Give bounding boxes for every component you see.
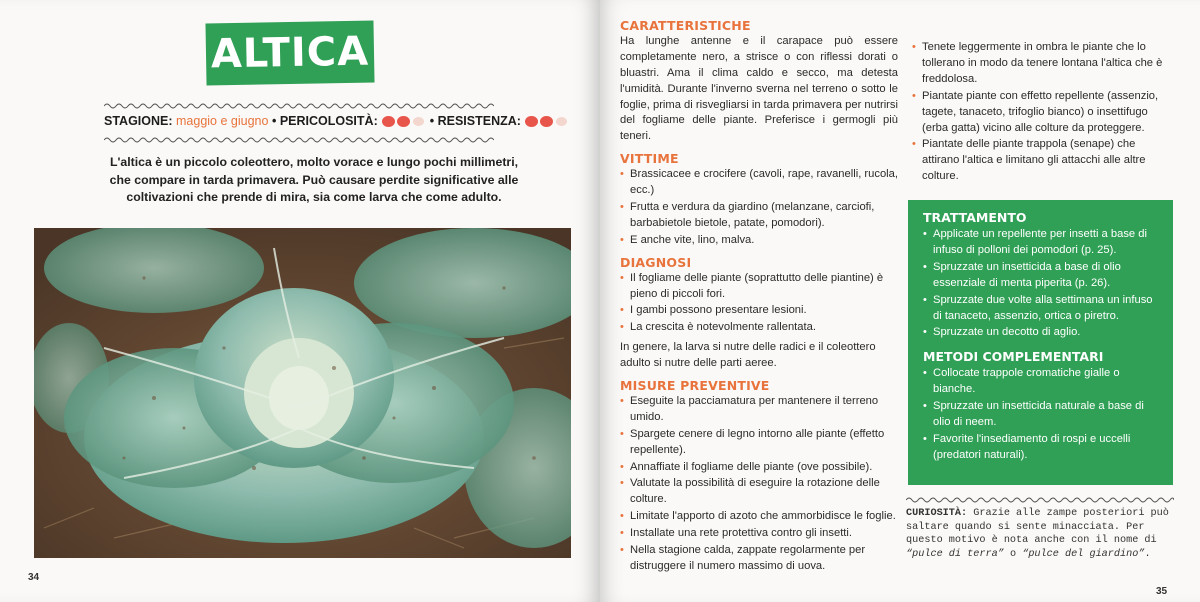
- page-title: ALTICA: [210, 28, 370, 78]
- curiosity-text: Grazie alle zampe posteriori può saltare quando si sente minacciata. Per questo motivo è nota anche con il nome di: [906, 508, 1169, 546]
- intro-paragraph: L'altica è un piccolo coleottero, molto vorace e lungo pochi millimetri, che compare in tarda primavera. Può causare perdite significative alle coltivazioni che prende di mira, sia come larva che come adulto.: [109, 155, 519, 204]
- list-item: • Eseguite la pacciamatura per mantenere il terreno umido.: [620, 394, 898, 426]
- diagnosis-note: In genere, la larva si nutre delle radici e il coleottero adulto si nutre delle parti aeree.: [620, 341, 876, 370]
- curiosity-name-1: “pulce di terra”: [906, 548, 1004, 560]
- treatment-box: [908, 200, 1173, 485]
- list-item: • Spruzzate un insetticida a base di olio essenziale di menta piperita (p. 26).: [923, 260, 1159, 292]
- prevention-list: [620, 394, 898, 575]
- bug-icon-filled: [541, 117, 552, 126]
- season-label: STAGIONE:: [104, 114, 173, 128]
- victims-list: [620, 167, 898, 249]
- bug-icon-filled: [526, 117, 537, 126]
- list-item: • I gambi possono presentare lesioni.: [620, 303, 898, 319]
- list-item: • Limitate l'apporto di azoto che ammorbidisce le foglie.: [620, 509, 898, 525]
- curiosity-name-2: “pulce del giardino”: [1022, 548, 1145, 560]
- characteristics-heading: CARATTERISTICHE: [620, 18, 751, 33]
- list-item: • Brassicacee e crocifere (cavoli, rape, ravanelli, rucola, ecc.): [620, 167, 898, 199]
- bug-icon-empty: [556, 117, 567, 126]
- bug-icon-filled: [383, 117, 394, 126]
- curiosity-joiner: o: [1009, 548, 1017, 560]
- wavy-divider-top: [104, 102, 494, 110]
- list-item: • E anche vite, lino, malva.: [620, 233, 898, 249]
- curiosity-end: .: [1144, 548, 1151, 560]
- cabbage-photo: [34, 228, 571, 558]
- list-item: • Installate una rete protettiva contro gli insetti.: [620, 526, 898, 542]
- right-column-main: [620, 18, 898, 576]
- wavy-divider-bottom: [104, 136, 494, 144]
- diagnosis-list: [620, 271, 898, 337]
- resistance-label: RESISTENZA:: [437, 114, 521, 128]
- victims-heading: VITTIME: [620, 151, 679, 167]
- list-item: • Favorite l'insediamento di rospi e uccelli (predatori naturali).: [923, 432, 1159, 464]
- title-banner: [205, 21, 374, 86]
- list-item: • Frutta e verdura da giardino (melanzane, carciofi, barbabietole bietole, patate, pomodori).: [620, 200, 898, 232]
- treatment-list: [923, 227, 1159, 341]
- curiosity-label: CURIOSITÀ:: [906, 508, 968, 519]
- page-number-left: 34: [28, 572, 40, 583]
- list-item: • Piantate delle piante trappola (senape) che attirano l'altica e limitano gli attacchi alle altre colture.: [912, 137, 1174, 185]
- list-item: • Spruzzate un decotto di aglio.: [923, 325, 1159, 341]
- curiosity-note: [906, 507, 1174, 561]
- diagnosis-heading: DIAGNOSI: [620, 254, 692, 270]
- season-value: maggio e giugno: [176, 114, 269, 128]
- page-number-right: 35: [1156, 586, 1168, 597]
- list-item: • Applicate un repellente per insetti a base di infuso di polloni dei pomodori (p. 25).: [923, 227, 1159, 259]
- characteristics-text: Ha lunghe antenne e il carapace può essere completamente nero, a strisce o con riflessi dorati o bluastri. Ama il clima caldo e secco, ma detesta l'umidità. Durante l'inverno sverna nel terreno o sotto le foglie, prima di risvegliarsi in tarda primavera per nutrirsi del fogliame delle piante. Preferisce i germogli più teneri.: [620, 34, 898, 143]
- complementary-list: [923, 366, 1159, 463]
- wavy-divider-curiosity: [906, 496, 1174, 504]
- list-item: • Nella stagione calda, zappate regolarmente per distruggere il numero massimo di uova.: [620, 543, 898, 575]
- list-item: • Spargete cenere di legno intorno alle piante (effetto repellente).: [620, 427, 898, 459]
- treatment-heading: TRATTAMENTO: [923, 210, 1027, 225]
- list-item: • Collocate trappole cromatiche gialle o bianche.: [923, 366, 1159, 398]
- bug-icon-filled: [398, 117, 409, 126]
- list-item: • Annaffiate il fogliame delle piante (ove possibile).: [620, 460, 898, 476]
- meta-line: STAGIONE: maggio e giugno • PERICOLOSITÀ: • RESISTENZA:: [104, 114, 524, 128]
- list-item: • Spruzzate due volte alla settimana un infuso di tanaceto, assenzio, ortica o piretro.: [923, 293, 1159, 325]
- resistance-rating: [524, 114, 569, 128]
- prevention-continued: [912, 40, 1174, 186]
- complementary-heading: METODI COMPLEMENTARI: [923, 349, 1104, 365]
- list-item: • Spruzzate un insetticida naturale a base di olio di neem.: [923, 399, 1159, 431]
- danger-label: PERICOLOSITÀ:: [279, 114, 378, 128]
- danger-rating: [381, 114, 426, 128]
- prevention-more-list: [912, 40, 1174, 185]
- list-item: • Valutate la possibilità di eseguire la rotazione delle colture.: [620, 476, 898, 508]
- cabbage-illustration: [34, 228, 571, 558]
- list-item: • Il fogliame delle piante (soprattutto delle piantine) è pieno di piccoli fori.: [620, 271, 898, 303]
- list-item: • Tenete leggermente in ombra le piante che lo tollerano in modo da tenere lontana l'altica che è freddolosa.: [912, 40, 1174, 88]
- list-item: • La crescita è notevolmente rallentata.: [620, 320, 898, 336]
- prevention-heading: MISURE PREVENTIVE: [620, 378, 770, 394]
- bug-icon-empty: [413, 117, 424, 126]
- list-item: • Piantate piante con effetto repellente (assenzio, tagete, tanaceto, trifoglio bianco) o insettifugo (erba gatta) vicino alle colture da proteggere.: [912, 89, 1174, 137]
